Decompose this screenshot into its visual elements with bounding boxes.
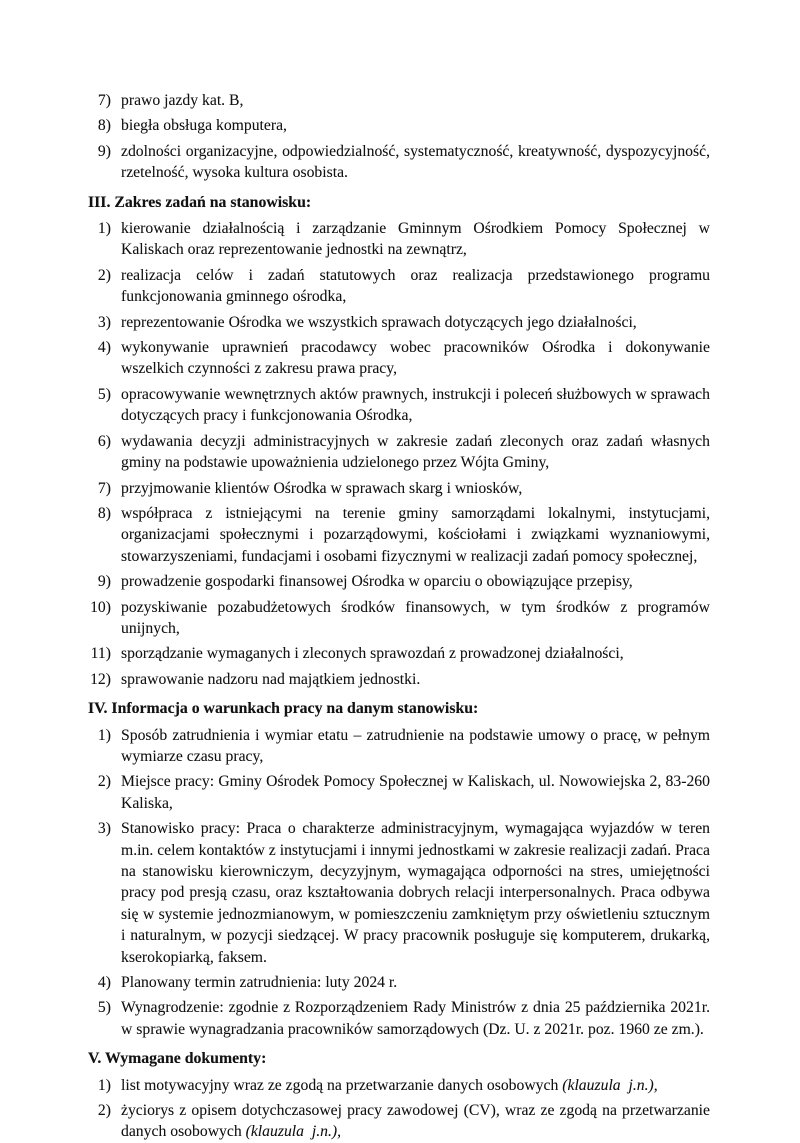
list-item [88,669,710,690]
list-item-number: 1) [97,220,111,238]
list-item-number: 5) [97,385,111,403]
text-run: życiorys z opisem dotychczasowej pracy zawodowej (CV), wraz ze zgodą na przetwarzanie danych osobowych [121,1102,710,1141]
list-item-number: 3) [97,313,111,331]
list-item-number: 4) [97,339,111,357]
section-heading: V. Wymagane dokumenty: [88,1050,267,1068]
italic-text-run: (klauzula j.n.), [562,1076,658,1094]
list-item-number: 1) [97,1076,111,1094]
list-item-text [121,999,710,1037]
text-run: Sposób zatrudnienia i wymiar etatu – zatrudnienie na podstawie umowy o pracę, w pełnym wymiarze czasu pracy, [121,726,710,765]
list-item-text [121,505,710,565]
list-item-text [121,480,522,497]
list-item-number: 5) [97,999,111,1017]
list-item [88,478,710,499]
list-item [88,771,710,814]
list-item [88,312,710,333]
list-item [88,972,710,993]
list-item [88,431,710,474]
list-item [88,571,710,592]
list-item-number: 12) [90,670,111,688]
list-item-text [121,117,287,134]
list-item-text [121,727,710,765]
list-item-number: 2) [97,266,111,284]
list-item-number: 2) [97,773,111,791]
list-item [88,1075,710,1096]
text-run: opracowywanie wewnętrznych aktów prawnych, instrukcji i poleceń służbowych w sprawach dotyczących pracy i funkcjonowania Ośrodka, [121,385,710,425]
text-run: wykonywanie uprawnień pracodawcy wobec pracowników Ośrodka i dokonywanie wszelkich czynności z zakresu prawa pracy, [121,339,710,378]
section-heading: IV. Informacja o warunkach pracy na danym stanowisku: [88,700,479,718]
list-item [88,1100,710,1143]
list-item-text [121,974,397,991]
list-item-text [121,573,633,590]
text-run: Stanowisko pracy: Praca o charakterze administracyjnym, wymagająca wyjazdów w teren m.in. celem kontaktów z instytucjami i innymi jednostkami w zakresie realizacji zadań. Praca na stanowisku kierowniczym, decyzyjnym, wymagająca odporności na stres, umiejętności pracy pod presją czasu, oraz kształtowania dobrych relacji interpersonalnych. Praca odbywa się w systemie jednozmianowym, w pomieszczeniu zamkniętym przy oświetleniu sztucznym i naturalnym, w pozycji siedzącej. W pracy pracownik posługuje się komputerem, drukarką, kserokopiarką, faksem. [121,820,710,966]
list-item-number: 4) [97,974,111,992]
list-item [88,218,710,261]
list-item-number: 8) [97,117,111,135]
text-run: pozyskiwanie pozabudżetowych środków finansowych, w tym środków z programów unijnych, [121,598,710,637]
list-item [88,597,710,640]
text-run: współpraca z istniejącymi na terenie gminy samorządami lokalnymi, instytucjami, organizacjami społecznymi i pozarządowymi, kościołami i związkami wyznaniowymi, stowarzyszeniami, fundacjami i osobami fizycznymi w realizacji zadań pomocy społecznej, [121,504,710,565]
list-item-text [121,1102,710,1140]
section-heading: III. Zakres zadań na stanowisku: [88,193,312,211]
list-item [88,337,710,380]
list-item-number: 6) [97,432,111,450]
list-item-number: 2) [97,1102,111,1120]
list-item [88,141,710,184]
text-run: prowadzenie gospodarki finansowej Ośrodka w oparciu o obowiązujące przepisy, [121,573,633,591]
list-item-number: 11) [90,645,111,663]
list-item-text [121,433,710,471]
list-item-number: 8) [97,504,111,522]
list-item-text [121,220,710,258]
list-item-text [121,92,243,109]
list-item-text [121,773,710,811]
list-item-number: 9) [97,573,111,591]
list-item-number: 1) [97,726,111,744]
text-run: przyjmowanie klientów Ośrodka w sprawach skarg i wniosków, [121,479,523,497]
text-run: Wynagrodzenie: zgodnie z Rozporządzeniem Rady Ministrów z dnia 25 października 2021r. w sprawie wynagradzania pracowników samorządowych (Dz. U. z 2021r. poz. 1960 ze zm.). [121,999,710,1038]
list-item [88,818,710,968]
list-item [88,997,710,1040]
text-run: Miejsce pracy: Gminy Ośrodek Pomocy Społecznej w Kaliskach, ul. Nowowiejska 2, 83-260 Kaliska, [121,773,710,812]
list-item-text [121,671,420,688]
list-item [88,503,710,567]
text-run: reprezentowanie Ośrodka we wszystkich sprawach dotyczących jego działalności, [121,313,637,331]
list-item-number: 3) [97,820,111,838]
list-item-text [121,143,710,181]
text-run: sprawowanie nadzoru nad majątkiem jednostki. [121,670,421,688]
list-item-text [121,1077,658,1094]
list-item-text [121,599,710,637]
list-item-text [121,645,624,662]
list-item-number: 7) [97,479,111,497]
list-item [88,643,710,664]
text-run: realizacja celów i zadań statutowych oraz realizacja przedstawionego programu funkcjonowania gminnego ośrodka, [121,266,710,306]
list-item-text [121,386,710,424]
italic-text-run: (klauzula j.n.), [245,1123,342,1141]
list-item [88,115,710,136]
list-item [88,725,710,768]
document-body [88,90,710,1143]
text-run: zdolności organizacyjne, odpowiedzialność, systematyczność, kreatywność, dyspozycyjność, rzetelność, wysoka kultura osobista. [121,142,710,182]
text-run: kierowanie działalnością i zarządzanie Gminnym Ośrodkiem Pomocy Społecznej w Kaliskach oraz reprezentowanie jednostki na zewnątrz, [121,220,710,259]
text-run: biegła obsługa komputera, [121,117,287,135]
list-item-text [121,820,710,965]
list-item-number: 10) [90,598,111,616]
text-run: Planowany termin zatrudnienia: luty 2024 r. [121,974,398,992]
list-item [88,384,710,427]
list-item [88,265,710,308]
text-run: list motywacyjny wraz ze zgodą na przetwarzanie danych osobowych [121,1076,563,1094]
list-item [88,90,710,111]
list-item-number: 7) [97,92,111,109]
text-run: prawo jazdy kat. B, [121,92,244,109]
list-item-number: 9) [97,142,111,160]
list-item-text [121,339,710,377]
list-item-text [121,267,710,305]
text-run: wydawania decyzji administracyjnych w zakresie zadań zleconych oraz zadań własnych gminy na podstawie upoważnienia udzielonego przez Wójta Gminy, [121,432,710,472]
text-run: sporządzanie wymaganych i zleconych sprawozdań z prowadzonej działalności, [121,645,624,663]
list-item-text [121,314,637,331]
